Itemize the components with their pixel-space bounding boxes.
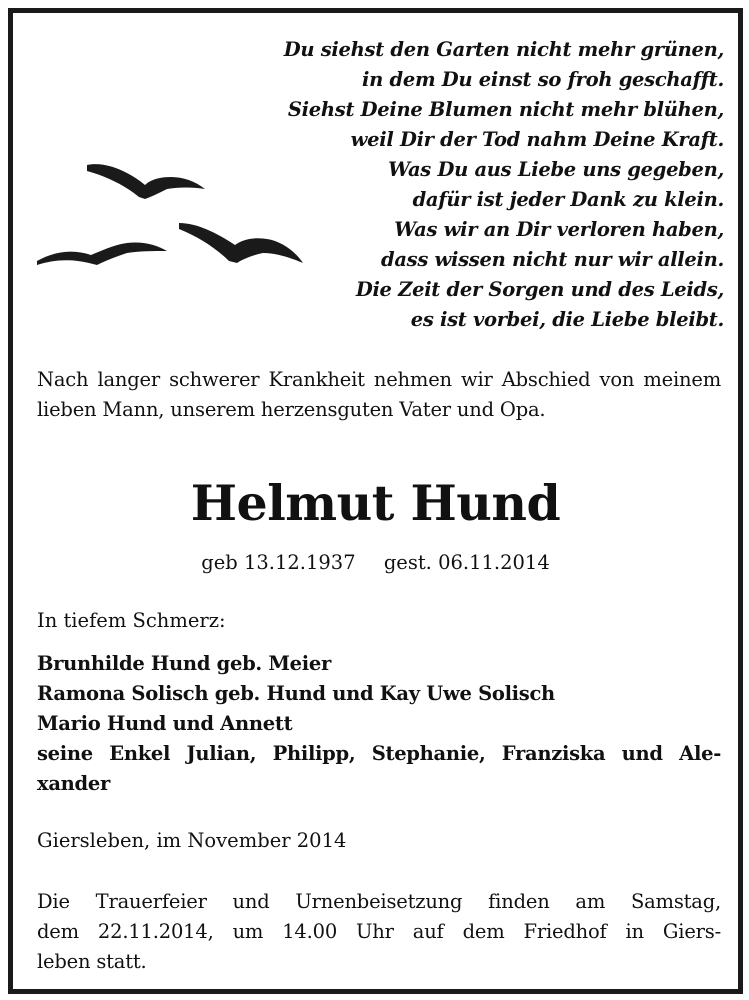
poem [284,35,724,335]
bird-icon [37,242,167,265]
deceased-name: Helmut Hund [190,474,561,532]
flying-birds-icon [33,153,308,273]
poem-line: Siehst Deine Blumen nicht mehr blühen, [287,98,724,121]
poem-line: weil Dir der Tod nahm Deine Kraft. [350,128,724,151]
birth-date: geb 13.12.1937 [201,551,356,574]
mourner: xander [37,772,110,795]
place-date: Giersleben, im November 2014 [37,829,347,852]
mourner: seine Enkel Julian, Philipp, Stephanie, Franziska und Ale- [37,742,721,765]
poem-line: dass wissen nicht nur wir allein. [381,248,724,271]
poem-line: Was wir an Dir verloren haben, [394,218,724,241]
grief-line: In tiefem Schmerz: [37,609,226,632]
poem-line: Du siehst den Garten nicht mehr grünen, [283,38,724,61]
life-dates [13,549,738,577]
poem-line: Was Du aus Liebe uns gegeben, [388,158,724,181]
ceremony-line: Die Trauerfeier und Urnenbeisetzung finden am Samstag, [37,890,721,913]
poem-line: es ist vorbei, die Liebe bleibt. [410,308,724,331]
obituary-frame [8,8,743,994]
ceremony-line: dem 22.11.2014, um 14.00 Uhr auf dem Friedhof in Giers- [37,920,721,943]
ceremony-line: leben statt. [37,950,147,973]
ceremony-info [37,887,721,977]
mourner: Mario Hund und Annett [37,712,293,735]
intro-text: Nach langer schwerer Krankheit nehmen wir Abschied von meinem lieben Mann, unserem herzensguten Vater und Opa. [37,368,721,421]
mourners-list [37,649,721,799]
poem-line: dafür ist jeder Dank zu klein. [412,188,724,211]
bird-icon [87,164,205,199]
mourner: Brunhilde Hund geb. Meier [37,652,331,675]
poem-line: Die Zeit der Sorgen und des Leids, [355,278,724,301]
bird-icon [179,223,303,263]
mourner: Ramona Solisch geb. Hund und Kay Uwe Solisch [37,682,555,705]
poem-line: in dem Du einst so froh geschafft. [362,68,724,91]
death-date: gest. 06.11.2014 [383,551,550,574]
